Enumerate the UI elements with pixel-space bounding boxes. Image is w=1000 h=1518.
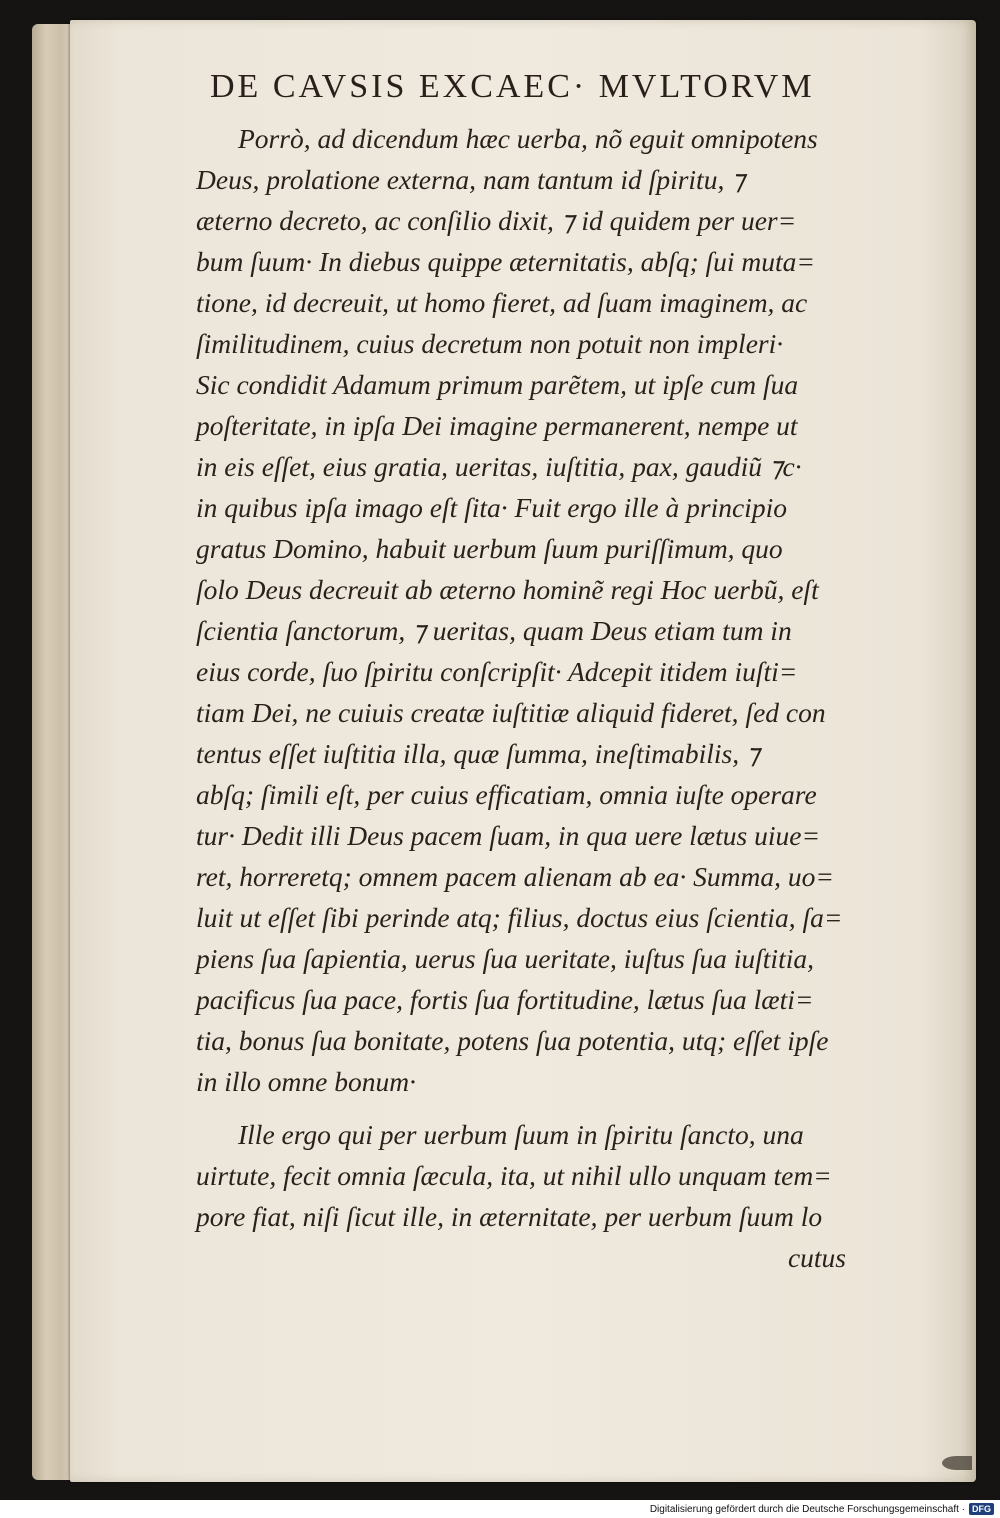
text-line: ret, horreretq; omnem pacem alienam ab ea· Summa, uo= [196, 861, 834, 892]
text-line: gratus Domino, habuit uerbum ſuum puriſſimum, quo [196, 533, 783, 564]
text-line: bum ſuum· In diebus quippe æternitatis, abſq; ſui muta= [196, 246, 815, 277]
text-line: Deus, prolatione externa, nam tantum id ſpiritu, ⁊ [196, 164, 745, 195]
text-line: in illo omne bonum· [196, 1066, 416, 1097]
text-line: Porrò, ad dicendum hæc uerba, nõ eguit omnipotens [238, 123, 818, 154]
text-line: pacificus ſua pace, fortis ſua fortitudine, lætus ſua læti= [196, 984, 814, 1015]
text-line: ſimilitudinem, cuius decretum non potuit non impleri· [196, 328, 784, 359]
text-line: abſq; ſimili eſt, per cuius efficatiam, omnia iuſte operare [196, 779, 817, 810]
text-line: tiam Dei, ne cuiuis creatæ iuſtitiæ aliquid fideret, ſed con [196, 697, 826, 728]
text-line: tione, id decreuit, ut homo fieret, ad ſuam imaginem, ac [196, 287, 808, 318]
page-text [196, 118, 866, 1278]
running-header: DE CAVSIS EXCAEC· MVLTORVM [210, 68, 815, 105]
text-line: æterno decreto, ac conſilio dixit, ⁊ id quidem per uer= [196, 205, 797, 236]
text-line: Sic condidit Adamum primum parẽtem, ut ipſe cum ſua [196, 369, 799, 400]
text-line: ſolo Deus decreuit ab æterno hominẽ regi Hoc uerbũ, eſt [196, 574, 819, 605]
dfg-logo[interactable]: DFG [969, 1503, 994, 1515]
text-line: eius corde, ſuo ſpiritu conſcripſit· Adcepit itidem iuſti= [196, 656, 798, 687]
text-line: tur· Dedit illi Deus pacem ſuam, in qua uere lætus uiue= [196, 820, 821, 851]
funding-credit: Digitalisierung gefördert durch die Deutsche Forschungsgemeinschaft · [649, 1503, 965, 1515]
text-line: poſteritate, in ipſa Dei imagine permanerent, nempe ut [196, 410, 798, 441]
text-line: ſcientia ſanctorum, ⁊ ueritas, quam Deus etiam tum in [196, 615, 792, 646]
text-line: Ille ergo qui per uerbum ſuum in ſpiritu ſancto, una [238, 1119, 804, 1150]
text-line: piens ſua ſapientia, uerus ſua ueritate, iuſtus ſua iuſtitia, [196, 943, 814, 974]
text-line: in eis eſſet, eius gratia, ueritas, iuſtitia, pax, gaudiũ ⁊c· [196, 451, 802, 482]
text-line: luit ut eſſet ſibi perinde atq; filius, doctus eius ſcientia, ſa= [196, 902, 843, 933]
text-line: pore fiat, niſi ſicut ille, in æternitate, per uerbum ſuum lo [196, 1201, 823, 1232]
text-line: tentus eſſet iuſtitia illa, quæ ſumma, ineſtimabilis, ⁊ [196, 738, 760, 769]
catchword: cutus [787, 1242, 846, 1273]
text-line: uirtute, fecit omnia ſæcula, ita, ut nihil ullo unquam tem= [196, 1160, 832, 1191]
text-line: in quibus ipſa imago eſt ſita· Fuit ergo ille à principio [196, 492, 787, 523]
page-corner [942, 1456, 972, 1470]
text-line: tia, bonus ſua bonitate, potens ſua potentia, utq; eſſet ipſe [196, 1025, 829, 1056]
footer-bar [0, 1500, 1000, 1518]
